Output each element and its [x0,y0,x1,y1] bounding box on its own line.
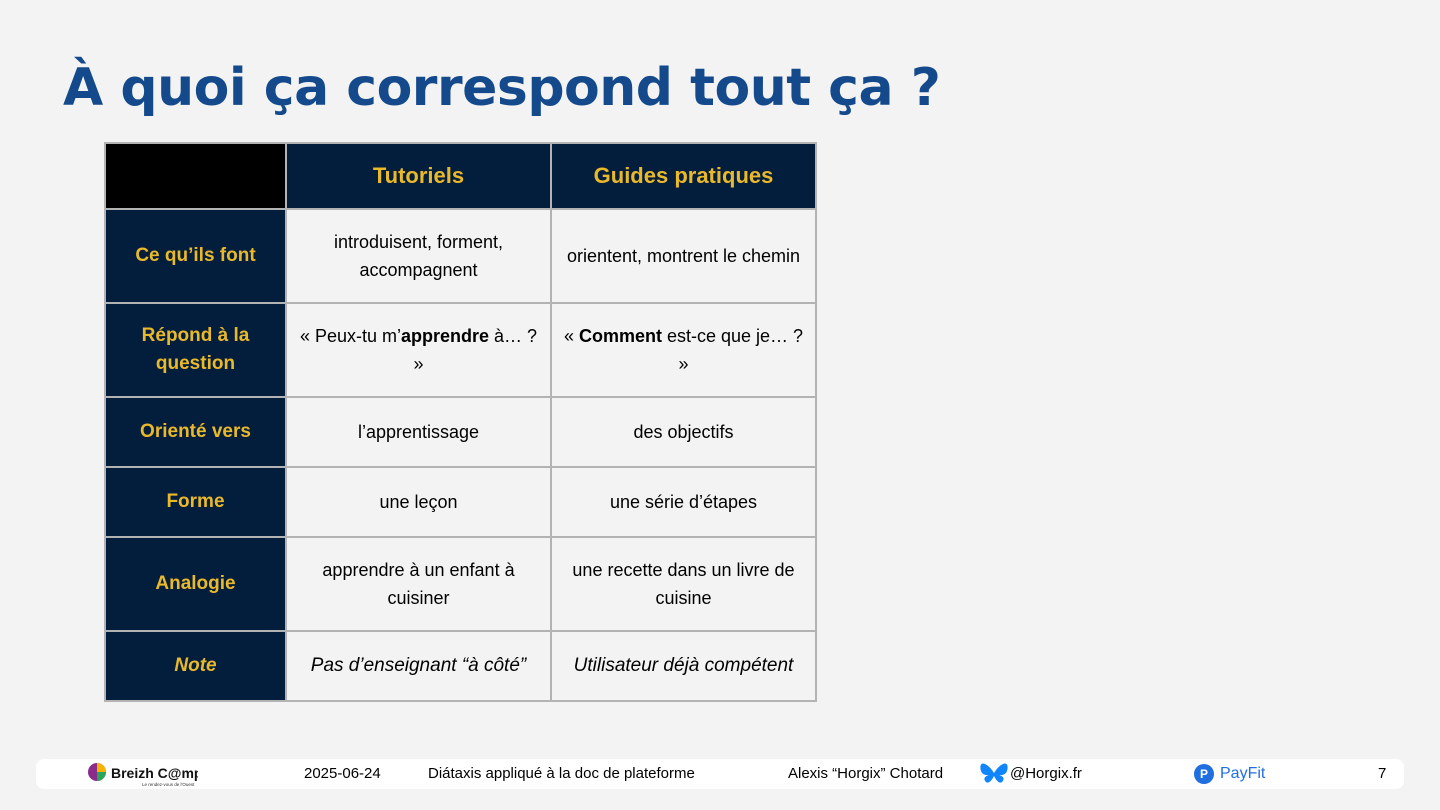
cell-text: « [563,326,579,346]
table-cell: une leçon [286,467,551,537]
table-cell: une recette dans un livre de cuisine [551,537,816,631]
breizhcamp-logo-tagline: Le rendez-vous de l'Ouest [142,782,195,787]
table-row [105,209,816,303]
table-row [105,537,816,631]
breizhcamp-logo [86,761,198,792]
slide-title: À quoi ça correspond tout ça ? [63,58,941,118]
cell-emphasis: Comment [578,326,662,346]
payfit-logo-icon: P [1194,764,1214,784]
row-header: Note [105,631,286,701]
footer-date: 2025-06-24 [304,765,381,782]
breizhcamp-logo-text: Breizh C@mp [111,765,198,781]
table-cell: Utilisateur déjà compétent [551,631,816,701]
cell-text: est-ce que je… ? » [661,326,804,374]
footer-bluesky [980,759,1082,789]
table-cell [286,303,551,397]
table-header-row [105,143,816,209]
footer-talk-title: Diátaxis appliqué à la doc de plateforme [428,765,695,782]
table-cell: apprendre à un enfant à cuisiner [286,537,551,631]
table-cell: des objectifs [551,397,816,467]
table-row [105,631,816,701]
cell-text: à… ? » [413,326,538,374]
table-cell: l’apprentissage [286,397,551,467]
table-cell: une série d’étapes [551,467,816,537]
cell-emphasis: apprendre [400,326,490,346]
bluesky-handle: @Horgix.fr [1010,765,1082,782]
slide-footer [36,759,1404,789]
table-cell: orientent, montrent le chemin [551,209,816,303]
cell-text: « Peux-tu m’ [299,326,401,346]
row-header: Forme [105,467,286,537]
table-row [105,397,816,467]
column-header-guides: Guides pratiques [551,143,816,209]
bluesky-butterfly-icon [980,762,1008,786]
table-corner-cell [105,143,286,209]
table-row [105,303,816,397]
row-header: Ce qu’ils font [105,209,286,303]
row-header: Analogie [105,537,286,631]
payfit-wordmark: PayFit [1220,765,1266,782]
footer-author: Alexis “Horgix” Chotard [788,765,944,782]
column-header-tutoriels: Tutoriels [286,143,551,209]
table-cell: introduisent, forment, accompagnent [286,209,551,303]
page-number: 7 [1378,765,1387,782]
payfit-logo [1194,759,1265,789]
comparison-table [104,142,817,702]
row-header: Répond à la question [105,303,286,397]
table-row [105,467,816,537]
table-cell [551,303,816,397]
table-cell: Pas d’enseignant “à côté” [286,631,551,701]
row-header: Orienté vers [105,397,286,467]
